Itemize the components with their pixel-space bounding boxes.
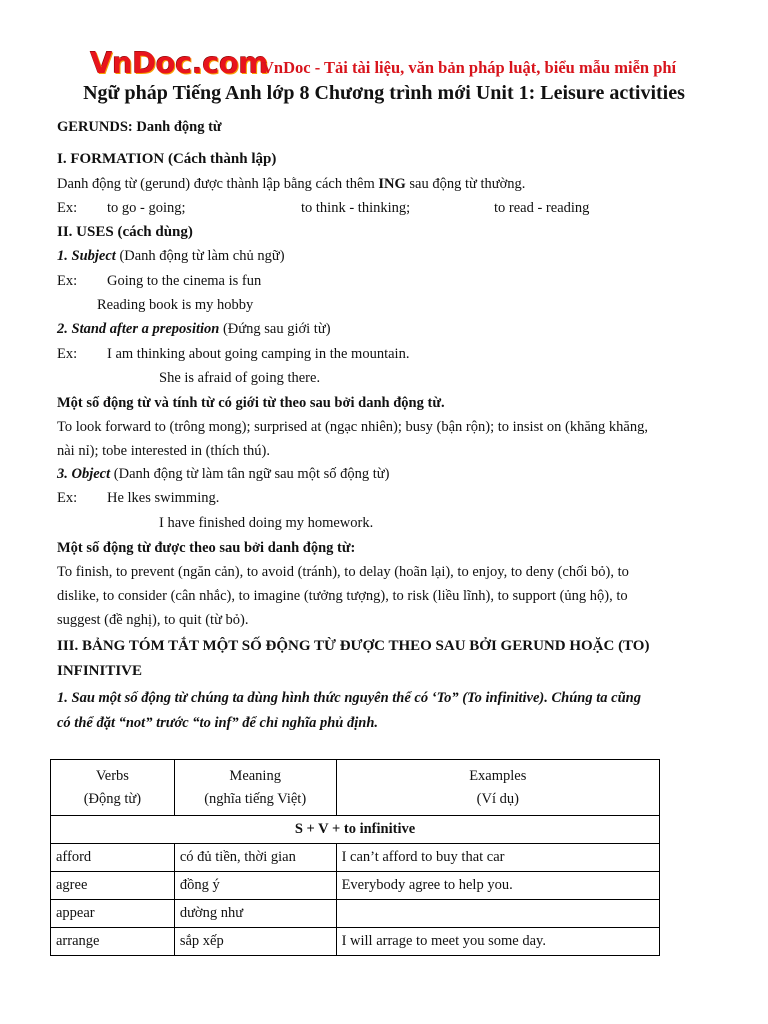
table-cell-example: I will arrage to meet you some day.	[336, 928, 659, 956]
ex-label: Ex:	[57, 346, 78, 362]
subject-desc: (Danh động từ làm chủ ngữ)	[115, 248, 285, 264]
object-list-line: suggest (đề nghị), to quit (từ bỏ).	[57, 612, 249, 628]
table-row	[51, 900, 660, 928]
page-header	[90, 46, 730, 82]
preposition-heading	[57, 320, 331, 338]
table-header-cell	[336, 760, 659, 816]
ex-label: Ex:	[57, 273, 78, 289]
object-list-line: dislike, to consider (cân nhắc), to imagine (tưởng tượng), to risk (liều lĩnh), to support (ủng hộ), to	[57, 588, 628, 604]
example-text: Going to the cinema is fun	[107, 273, 262, 289]
formation-text-after: sau động từ thường.	[405, 176, 526, 192]
table-cell-meaning: đồng ý	[174, 872, 336, 900]
verbs-table	[50, 759, 660, 956]
preposition-example-1	[57, 345, 657, 363]
subject-example-1	[57, 272, 657, 290]
table-cell-example: Everybody agree to help you.	[336, 872, 659, 900]
table-cell-verb: agree	[51, 872, 175, 900]
formation-examples	[57, 199, 657, 217]
preposition-list-line: nài nỉ); tobe interested in (thích thú).	[57, 443, 271, 459]
summary-heading-line: III. BẢNG TÓM TẮT MỘT SỐ ĐỘNG TỪ ĐƯỢC THEO SAU BỞI GERUND HOẶC (TO)	[57, 638, 650, 654]
header-line: (Ví dụ)	[476, 790, 519, 807]
table-section-row	[51, 816, 660, 844]
table-header-row	[51, 760, 660, 816]
header-line: Meaning	[229, 767, 281, 784]
object-example-2: I have finished doing my homework.	[159, 515, 374, 531]
vndoc-logo[interactable]: VnDoc.com	[90, 46, 269, 80]
table-row	[51, 844, 660, 872]
formation-example: to read - reading	[494, 200, 590, 216]
table-cell-meaning: dường như	[174, 900, 336, 928]
example-text: He lkes swimming.	[107, 490, 220, 506]
formation-example: to think - thinking;	[301, 200, 411, 216]
summary-note-line: có thể đặt “not” trước “to inf” để chỉ nghĩa phủ định.	[57, 715, 379, 731]
uses-heading: II. USES (cách dùng)	[57, 224, 193, 240]
preposition-desc: (Đứng sau giới từ)	[219, 321, 331, 337]
example-text: I am thinking about going camping in the mountain.	[107, 346, 410, 362]
table-cell-meaning: sắp xếp	[174, 928, 336, 956]
table-row	[51, 872, 660, 900]
table-cell-verb: afford	[51, 844, 175, 872]
table-row	[51, 928, 660, 956]
preposition-note: Một số động từ và tính từ có giới từ theo sau bởi danh động từ.	[57, 395, 445, 411]
table-section-label: S + V + to infinitive	[51, 816, 660, 844]
table-cell-verb: arrange	[51, 928, 175, 956]
subject-title: 1. Subject	[57, 248, 116, 264]
formation-ing: ING	[378, 176, 406, 192]
table-cell-example: I can’t afford to buy that car	[336, 844, 659, 872]
header-line: (nghĩa tiếng Việt)	[204, 790, 307, 807]
summary-note-line: 1. Sau một số động từ chúng ta dùng hình thức nguyên thể có ‘To” (To infinitive). Chúng ta cũng	[57, 690, 641, 706]
subject-heading	[57, 247, 285, 265]
header-line: Verbs	[95, 767, 129, 784]
table-cell-example	[336, 900, 659, 928]
gerunds-heading: GERUNDS: Danh động từ	[57, 119, 222, 135]
formation-text	[57, 175, 525, 193]
header-line: Examples	[469, 767, 527, 784]
table-header-cell	[51, 760, 175, 816]
subject-example-2: Reading book is my hobby	[97, 297, 254, 313]
header-tagline: VnDoc - Tải tài liệu, văn bản pháp luật, biểu mẫu miễn phí	[262, 58, 677, 77]
object-title: 3. Object	[57, 466, 111, 482]
preposition-list-line: To look forward to (trông mong); surprised at (ngạc nhiên); busy (bận rộn); to insist on (khăng khăng,	[57, 419, 648, 435]
table-cell-verb: appear	[51, 900, 175, 928]
formation-heading: I. FORMATION (Cách thành lập)	[57, 151, 277, 167]
table-header-cell	[174, 760, 336, 816]
object-desc: (Danh động từ làm tân ngữ sau một số động từ)	[110, 466, 390, 482]
preposition-example-2: She is afraid of going there.	[159, 370, 321, 386]
formation-text-before: Danh động từ (gerund) được thành lập bằng cách thêm	[57, 176, 379, 192]
preposition-title: 2. Stand after a preposition	[57, 321, 220, 337]
ex-label: Ex:	[57, 490, 78, 506]
object-list-line: To finish, to prevent (ngăn cản), to avoid (tránh), to delay (hoãn lại), to enjoy, to deny (chối bỏ), to	[57, 564, 629, 580]
ex-label: Ex:	[57, 200, 78, 216]
header-line: (Động từ)	[83, 790, 142, 807]
summary-heading-line: INFINITIVE	[57, 663, 143, 679]
page-title: Ngữ pháp Tiếng Anh lớp 8 Chương trình mới Unit 1: Leisure activities	[83, 82, 685, 104]
object-example-1	[57, 489, 657, 507]
object-note: Một số động từ được theo sau bởi danh động từ:	[57, 540, 356, 556]
object-heading	[57, 465, 389, 483]
formation-example: to go - going;	[107, 200, 186, 216]
table-cell-meaning: có đủ tiền, thời gian	[174, 844, 336, 872]
